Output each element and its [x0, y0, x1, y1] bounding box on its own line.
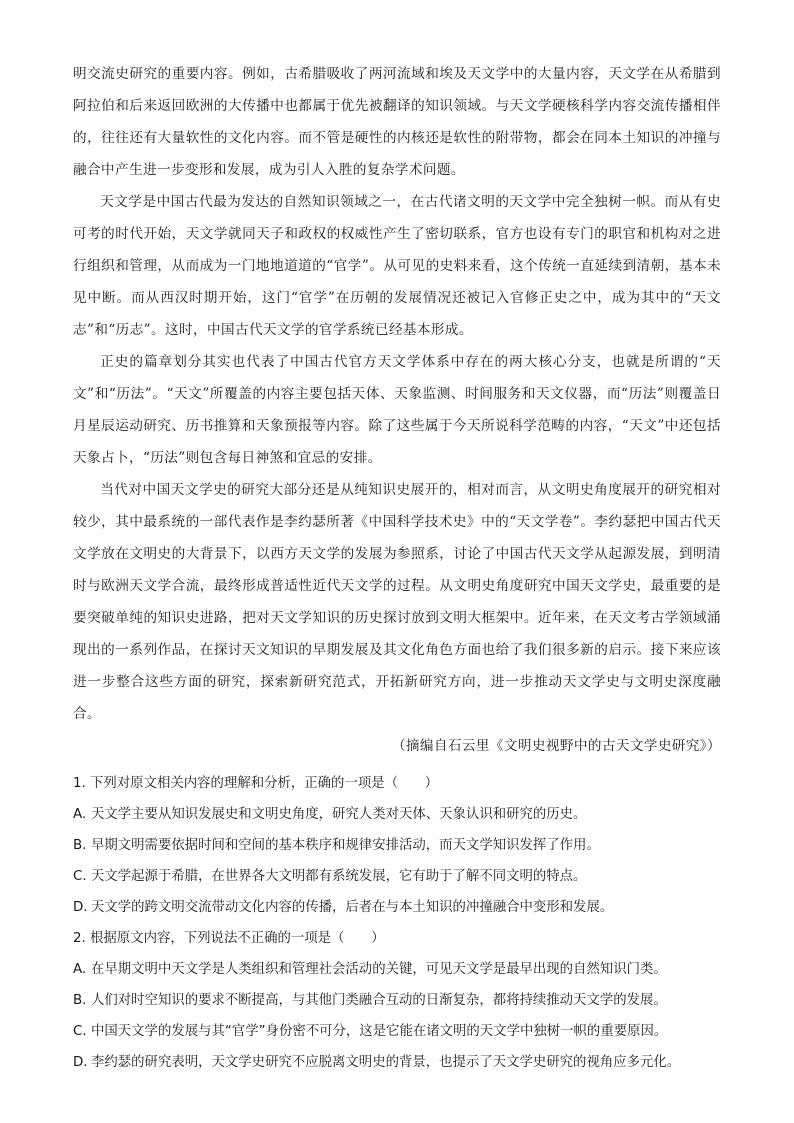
passage-source: （摘编自石云里《文明史视野中的古天文学史研究》）: [391, 738, 721, 754]
passage-paragraph-3: 正史的篇章划分其实也代表了中国古代官方天文学体系中存在的两大核心分支，也就是所谓的“天文”和“历法”。“天文”所覆盖的内容主要包括天体、天象监测、时间服务和天文仪器，而“历法”则覆盖日月星辰运动研究、历书推算和天象预报等内容。除了这些属于今天所说科学范畴的内容，“天文”中还包括天象占卜，“历法”则包含每日神煞和宜忌的安排。: [73, 354, 721, 466]
reading-passage: [73, 58, 721, 762]
option-letter: D.: [73, 1055, 88, 1070]
question-list: [73, 768, 721, 1078]
question-1-option-b: [73, 830, 721, 861]
question-2-option-d: [73, 1047, 721, 1078]
option-text: 天文学起源于希腊，在世界各大文明都有系统发展，它有助于了解不同文明的特点。: [91, 869, 587, 884]
option-text: 李约瑟的研究表明，天文学史研究不应脱离文明史的背景，也提示了天文学史研究的视角应多元化。: [91, 1055, 681, 1070]
option-text: 天文学主要从知识发展史和文明史角度，研究人类对天体、天象认识和研究的历史。: [91, 807, 587, 822]
option-letter: B.: [73, 993, 87, 1008]
question-1-option-a: [73, 799, 721, 830]
option-text: 天文学的跨文明交流带动文化内容的传播，后者在与本土知识的冲撞融合中变形和发展。: [91, 900, 614, 915]
question-2-stem: 2. 根据原文内容，下列说法不正确的一项是（ ）: [73, 931, 385, 946]
option-letter: C.: [73, 1024, 87, 1039]
question-2-option-a: [73, 954, 721, 985]
passage-paragraph-4: 当代对中国天文学史的研究大部分还是从纯知识史展开的，相对而言，从文明史角度展开的研究相对较少，其中最系统的一部代表作是李约瑟所著《中国科学技术史》中的“天文学卷”。李约瑟把中国古代天文学放在文明史的大背景下，以西方天文学的发展为参照系，讨论了中国古代天文学从起源发展，到明清时与欧洲天文学合流，最终形成普适性近代天文学的过程。从文明史角度研究中国天文学史，最重要的是要突破单纯的知识史进路，把对天文学知识的历史探讨放到文明大框架中。近年来，在天文考古学领域涌现出的一系列作品，在探讨天文知识的早期发展及其文化角色方面也给了我们很多新的启示。接下来应该进一步整合这些方面的研究，探索新研究范式，开拓新研究方向，进一步推动天文学史与文明史深度融合。: [73, 482, 721, 722]
question-1-stem: 1. 下列对原文相关内容的理解和分析，正确的一项是（ ）: [73, 776, 439, 791]
option-text: 早期文明需要依据时间和空间的基本秩序和规律安排活动，而天文学知识发挥了作用。: [91, 838, 600, 853]
question-2-option-c: [73, 1016, 721, 1047]
option-letter: B.: [73, 838, 87, 853]
passage-paragraph-2: 天文学是中国古代最为发达的自然知识领域之一，在古代诸文明的天文学中完全独树一帜。而从有史可考的时代开始，天文学就同天子和政权的权威性产生了密切联系，官方也设有专门的职官和机构对之进行组织和管理，从而成为一门地地道道的“官学”。从可见的史料来看，这个传统一直延续到清朝，基本未见中断。而从西汉时期开始，这门“官学”在历朝的发展情况还被记入官修正史之中，成为其中的“天文志”和“历志”。这时，中国古代天文学的官学系统已经基本形成。: [73, 194, 721, 338]
option-letter: A.: [73, 962, 87, 977]
option-letter: C.: [73, 869, 87, 884]
option-text: 中国天文学的发展与其“官学”身份密不可分，这是它能在诸文明的天文学中独树一帜的重要原因。: [91, 1024, 668, 1039]
passage-paragraph-1: 明交流史研究的重要内容。例如，古希腊吸收了两河流域和埃及天文学中的大量内容，天文学在从希腊到阿拉伯和后来返回欧洲的大传播中也都属于优先被翻译的知识领域。与天文学硬核科学内容交流传播相伴的，往往还有大量软性的文化内容。而不管是硬性的内核还是软性的附带物，都会在同本土知识的冲撞与融合中产生进一步变形和发展，成为引人入胜的复杂学术问题。: [73, 66, 721, 178]
option-letter: A.: [73, 807, 87, 822]
option-text: 人们对时空知识的要求不断提高，与其他门类融合互动的日渐复杂，都将持续推动天文学的发展。: [91, 993, 667, 1008]
question-1-option-c: [73, 861, 721, 892]
option-letter: D.: [73, 900, 88, 915]
option-text: 在早期文明中天文学是人类组织和管理社会活动的关键，可见天文学是最早出现的自然知识门类。: [91, 962, 667, 977]
question-1-option-d: [73, 892, 721, 923]
question-2-option-b: [73, 985, 721, 1016]
